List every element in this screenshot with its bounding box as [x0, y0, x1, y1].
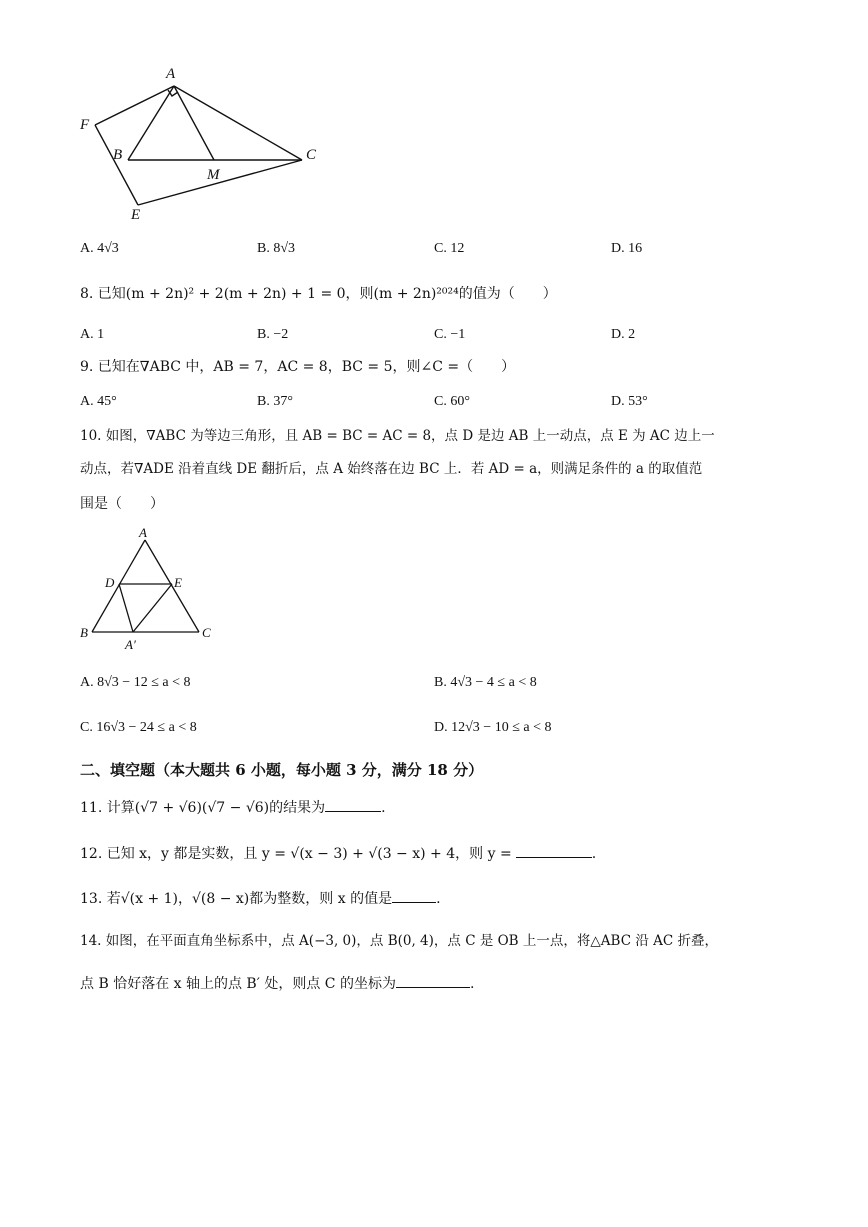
q12 — [80, 845, 596, 861]
q7-option-a[interactable]: A. 4√3 — [80, 241, 119, 256]
section-heading: 二、填空题（本大题共 6 小题，每小题 3 分，满分 18 分） — [80, 761, 484, 779]
q13-answer-blank[interactable] — [392, 890, 436, 903]
q12-stem: 12. 已知 x，y 都是实数，且 y = √(x − 3) + √(3 − x) + 4，则 y = — [80, 846, 512, 862]
q13-stem: 13. 若√(x + 1)，√(8 − x)都为整数，则 x 的值是 — [80, 891, 393, 907]
q7-option-c[interactable]: C. 12 — [434, 241, 465, 256]
q9-option-a[interactable]: A. 45° — [80, 394, 117, 409]
fig2-label-a-prime: A′ — [125, 637, 136, 652]
q7-option-d[interactable]: D. 16 — [611, 241, 643, 256]
q10-option-b[interactable]: B. 4√3 − 4 ≤ a < 8 — [434, 675, 537, 690]
fig1-label-f: F — [80, 117, 90, 133]
q10-option-d[interactable]: D. 12√3 − 10 ≤ a < 8 — [434, 720, 552, 735]
q12-suffix: . — [591, 846, 597, 862]
q10-stem-line1: 10. 如图，∇ABC 为等边三角形，且 AB = BC = AC = 8，点 D 是边 AB 上一动点，点 E 为 AC 边上一 — [80, 428, 715, 444]
q8-option-a[interactable]: A. 1 — [80, 327, 105, 342]
fig2-label-c: C — [202, 625, 211, 640]
q10-option-a[interactable]: A. 8√3 − 12 ≤ a < 8 — [80, 675, 191, 690]
fig2-label-e: E — [174, 575, 182, 590]
q9-option-b[interactable]: B. 37° — [257, 394, 293, 409]
q9-option-d[interactable]: D. 53° — [611, 394, 648, 409]
q12-answer-blank[interactable] — [516, 845, 592, 858]
fig1-label-m: M — [207, 167, 220, 183]
q11-stem: 11. 计算(√7 + √6)(√7 − √6)的结果为 — [80, 800, 326, 816]
fig1-label-c: C — [306, 147, 317, 163]
q14-stem-line2: 点 B 恰好落在 x 轴上的点 B′ 处，则点 C 的坐标为 — [80, 976, 396, 992]
fig1-label-b: B — [113, 147, 123, 163]
q9-stem: 9. 已知在∇ABC 中，AB = 7，AC = 8，BC = 5，则∠C =（ ） — [80, 359, 516, 375]
fig1-label-a: A — [166, 66, 176, 82]
fig2-label-a: A — [139, 525, 147, 540]
fig1-label-e: E — [131, 207, 141, 223]
q9-option-c[interactable]: C. 60° — [434, 394, 470, 409]
q10-stem-line2: 动点，若∇ADE 沿着直线 DE 翻折后，点 A 始终落在边 BC 上．若 AD = a，则满足条件的 a 的取值范 — [80, 461, 703, 477]
q14-suffix: . — [469, 976, 475, 992]
q13-suffix: . — [436, 891, 441, 907]
q10-option-c[interactable]: C. 16√3 − 24 ≤ a < 8 — [80, 720, 197, 735]
q7-option-b[interactable]: B. 8√3 — [257, 241, 296, 256]
q14-answer-blank[interactable] — [396, 975, 470, 988]
q11 — [80, 799, 386, 815]
q14-line2 — [80, 975, 474, 991]
q8-stem: 8. 已知(m + 2n)² + 2(m + 2n) + 1 = 0，则(m + 2n)²⁰²⁴的值为（ ） — [80, 286, 557, 302]
q11-suffix: . — [381, 800, 386, 816]
q10-stem-line3: 围是（ ） — [80, 496, 164, 512]
q8-option-d[interactable]: D. 2 — [611, 327, 636, 342]
figure-quadrilateral — [70, 62, 340, 227]
q8-option-c[interactable]: C. −1 — [434, 327, 466, 342]
q11-answer-blank[interactable] — [325, 799, 381, 812]
fig2-label-b: B — [80, 625, 88, 640]
q8-option-b[interactable]: B. −2 — [257, 327, 289, 342]
q14-stem-line1: 14. 如图，在平面直角坐标系中，点 A(−3, 0)，点 B(0, 4)，点 C 是 OB 上一点，将△ABC 沿 AC 折叠， — [80, 933, 718, 949]
q13 — [80, 890, 441, 906]
fig2-label-d: D — [105, 575, 115, 590]
